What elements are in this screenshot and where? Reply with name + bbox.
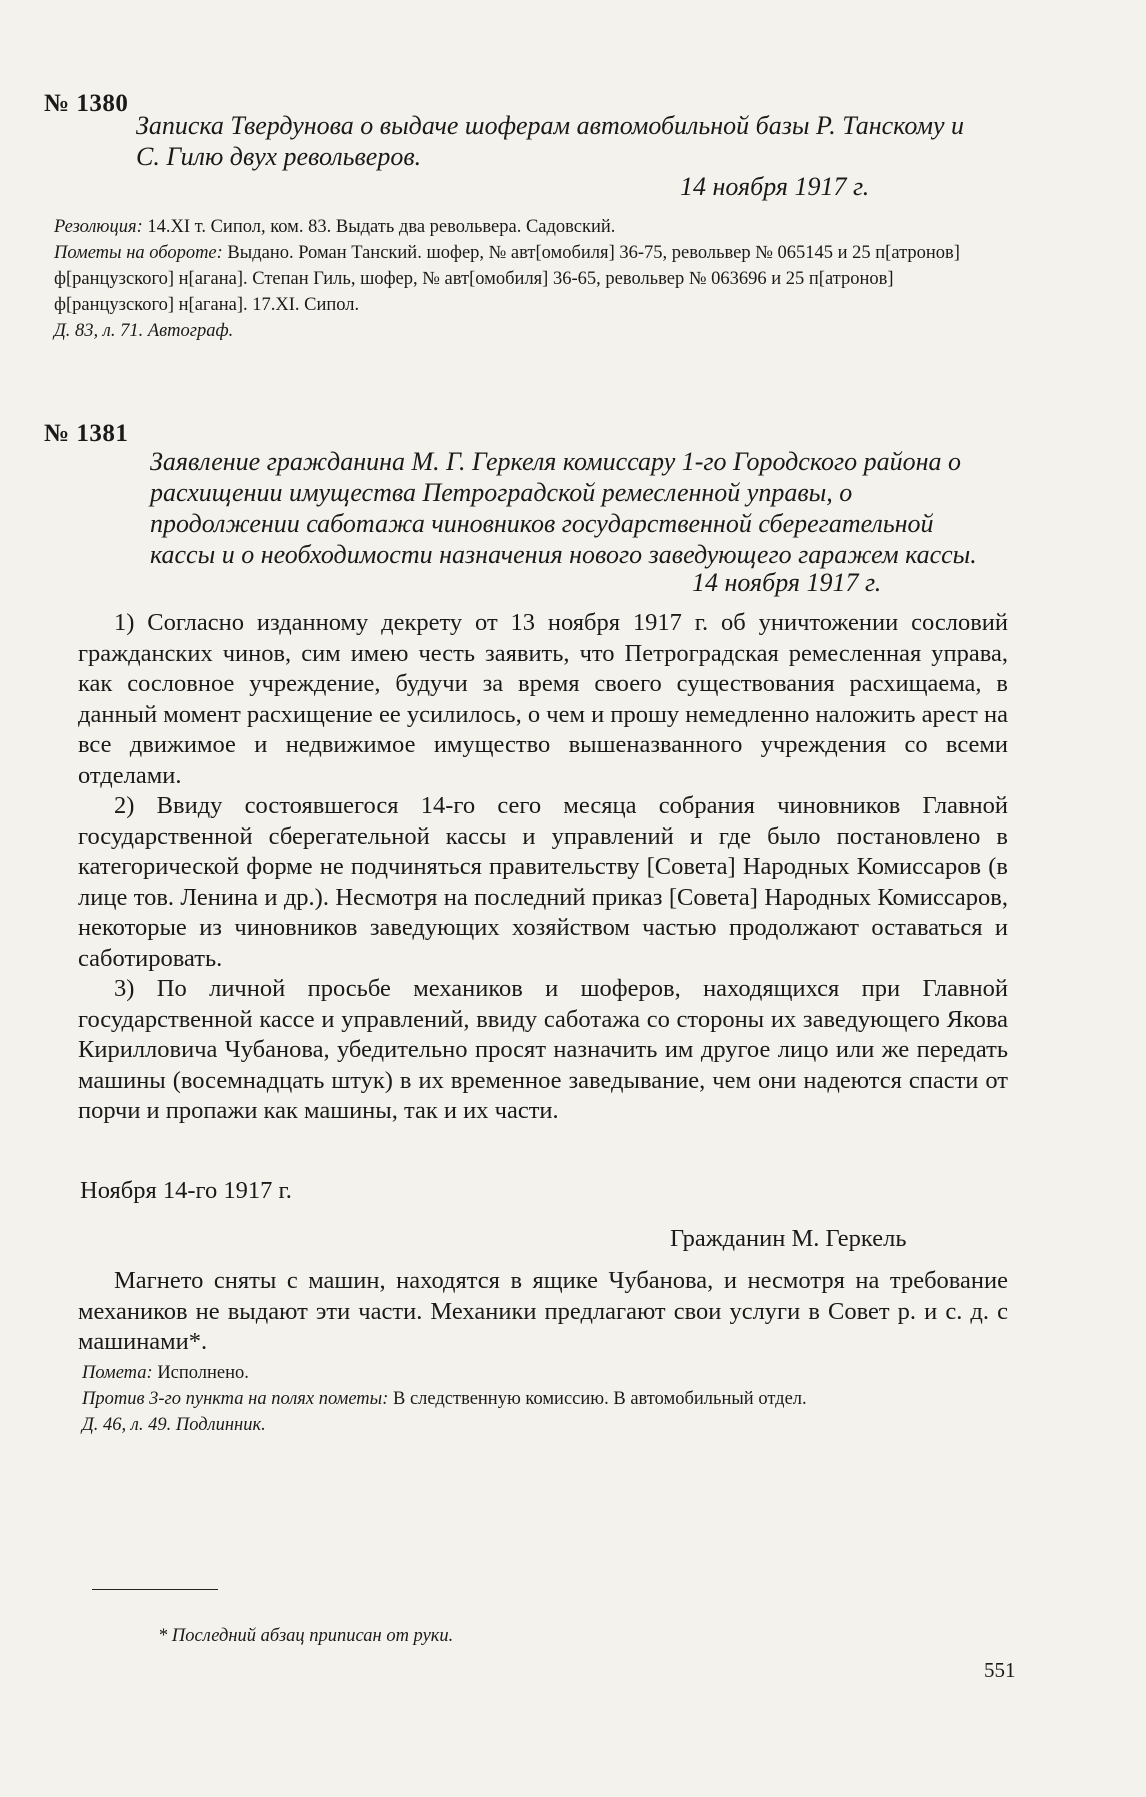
notes-block (54, 240, 994, 318)
paragraph-3: 3) По личной просьбе механиков и шоферов, находящихся при Главной государственной кассе и управлений, ввиду саботажа со стороны их заведующего Якова Кирилловича Чубанова, убедительно просят назначить им другое лицо или же передать машины (восемнадцать штук) в их временное заведывание, чем они надеются спасти от порчи и пропажи как машины, так и их части. (78, 975, 1008, 1124)
postscript (78, 1266, 1008, 1358)
source-1380: Д. 83, л. 71. Автограф. (54, 321, 234, 341)
doc-title-1380: Записка Твердунова о выдаче шоферам автомобильной базы Р. Танскому и С. Гилю двух револьверов. (136, 111, 965, 171)
margin-text: В следственную комиссию. В автомобильный отдел. (392, 1389, 807, 1409)
doc-date-1381: 14 ноября 1917 г. (692, 568, 882, 597)
footnote: * Последний абзац приписан от руки. (158, 1626, 454, 1646)
doc-title-1381: Заявление гражданина М. Г. Геркеля комиссару 1-го Городского района о расхищении имущества Петроградской ремесленной управы, о продолжении саботажа чиновников государственной сберегательной кассы и о необходимости назначения нового заведующего гаражем кассы. (150, 447, 977, 569)
resolution-text: 14.XI т. Сипол, ком. 83. Выдать два револьвера. Садовский. (147, 217, 616, 237)
paragraph-1: 1) Согласно изданному декрету от 13 ноября 1917 г. об уничтожении сословий гражданских чинов, сим имею честь заявить, что Петроградская ремесленная управа, как сословное учреждение, будучи за время своего существования расхищаема, в данный момент расхищение ее усилилось, о чем и прошу немедленно наложить арест на все движимое и недвижимое имущество вышеназванного учреждения со всеми отделами. (78, 609, 1008, 789)
doc-meta-1380 (54, 214, 994, 344)
source-1381: Д. 46, л. 49. Подлинник. (82, 1415, 266, 1435)
doc-meta-1381 (82, 1360, 1012, 1438)
footnote-rule (92, 1589, 218, 1590)
notes-text: Выдано. Роман Танский. шофер, № авт[омобиля] 36-75, револьвер № 065145 и 25 п[атронов] ф[ранцузского] н[агана]. Степан Гиль, шофер, № авт[омобиля] 36-65, револьвер № 063696 и 25 п[атронов] ф[ранцузского] н[агана]. 17.XI. Сипол. (54, 243, 960, 315)
mark-label: Помета: (82, 1363, 153, 1383)
signature: Гражданин М. Геркель (670, 1225, 907, 1252)
margin-label: Против 3-го пункта на полях пометы: (82, 1389, 389, 1409)
letter-body (78, 608, 1008, 1127)
letter-date: Ноября 14-го 1917 г. (80, 1177, 292, 1204)
doc-number-1381: № 1381 (44, 420, 129, 447)
page-number: 551 (984, 1658, 1016, 1682)
postscript-text: Магнето сняты с машин, находятся в ящике Чубанова, и несмотря на требование механиков не выдают эти части. Механики предлагают свои услуги в Совет р. и с. д. с машинами*. (78, 1267, 1008, 1355)
resolution-line (54, 214, 994, 240)
paragraph-2: 2) Ввиду состоявшегося 14-го сего месяца собрания чиновников Главной государственной сберегательной кассы и управлений и где было постановлено в категорической форме не подчиняться правительству [Совета] Народных Комиссаров (в лице тов. Ленина и др.). Несмотря на последний приказ [Совета] Народных Комиссаров, некоторые из чиновников заведующих хозяйством частью продолжают оставаться и саботировать. (78, 792, 1008, 972)
mark-text: Исполнено. (157, 1363, 249, 1383)
resolution-label: Резолюция: (54, 217, 143, 237)
notes-label: Пометы на обороте: (54, 243, 223, 263)
mark-line (82, 1360, 1012, 1386)
doc-number-1380: № 1380 (44, 90, 129, 117)
margin-notes (82, 1386, 1012, 1412)
doc-date-1380: 14 ноября 1917 г. (680, 172, 870, 201)
